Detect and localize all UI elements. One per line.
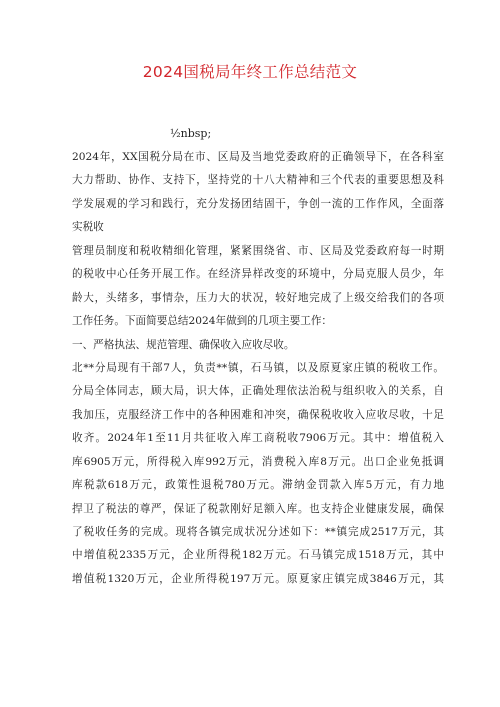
- body-text-line: 库税款618万元，政策性退税780万元。滞纳金罚款入库5万元，有力地: [72, 479, 444, 492]
- body-text-line: 北**分局现有干部7人，负责**镇，石马镇，以及原夏家庄镇的税收工作。: [72, 361, 444, 374]
- document-title: 2024国税局年终工作总结范文: [142, 63, 358, 81]
- body-text-line: 大力帮助、协作、支持下，坚持党的十八大精神和三个代表的重要思想及科: [72, 174, 444, 187]
- body-text-line: 学发展观的学习和践行，充分发扬团结固干，争创一流的工作作风，全面落: [72, 197, 444, 210]
- body-text-line: 了税收任务的完成。现将各镇完成状况分述如下：**镇完成2517万元，其: [72, 526, 444, 538]
- body-text-line: 库6905万元，所得税入库992万元，消费税入库8万元。出口企业免抵调: [72, 455, 444, 468]
- body-text-line: 中增值税2335万元，企业所得税182万元。石马镇完成1518万元，其中: [72, 549, 444, 562]
- body-text-line: 分局全体同志，顾大局，识大体，正确处理依法治税与组织收入的关系，自: [72, 385, 444, 398]
- body-text-line: 管理员制度和税收精细化管理，紧紧围绕省、市、区局及党委政府每一时期: [72, 244, 444, 257]
- body-text-line: 2024年，XX国税分局在市、区局及当地党委政府的正确领导下，在各科室: [72, 151, 444, 163]
- body-text-line: 捍卫了税法的尊严，保证了税款刚好足额入库。也支持企业健康发展，确保: [72, 502, 444, 515]
- document-body: [72, 146, 444, 591]
- body-text-line: 收齐。2024年1至11月共征收入库工商税收7906万元。其中：增值税入: [72, 432, 444, 445]
- body-text-line: 实税收: [72, 221, 104, 234]
- body-text-line: 龄大，头绪多，事情杂，压力大的状况，较好地完成了上级交给我们的各项: [72, 291, 444, 304]
- body-text-line: 增值税1320万元，企业所得税197万元。原夏家庄镇完成3846万元，其: [72, 572, 444, 585]
- body-text-line: 工作任务。下面简要总结2024年做到的几项主要工作：: [72, 315, 333, 328]
- body-text-line: 我加压，克服经济工作中的各种困难和冲突，确保税收收入应收尽收，十足: [72, 408, 444, 421]
- body-text-line: 一、严格执法、规范管理、确保收入应收尽收。: [72, 338, 295, 351]
- nbsp-marker-text: ½nbsp;: [170, 127, 212, 140]
- body-text-line: 的税收中心任务开展工作。在经济异样改变的环境中，分局克服人员少，年: [72, 268, 444, 281]
